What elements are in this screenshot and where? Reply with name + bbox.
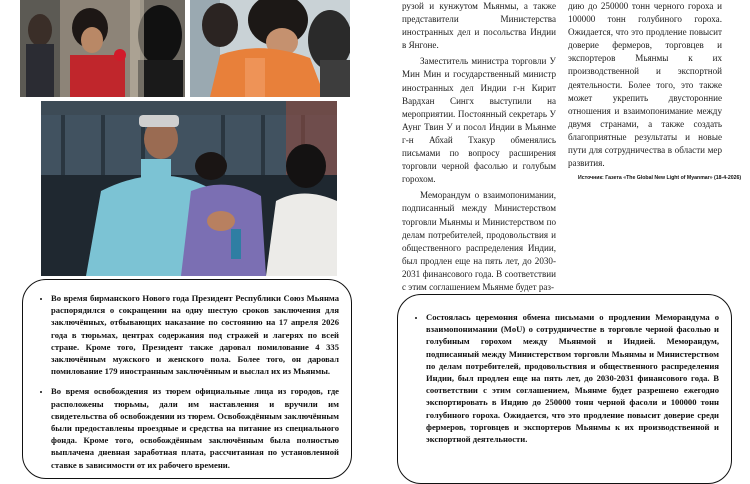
summary-box-right: [397, 294, 732, 484]
middle-paragraph-3: Меморандум о взаимопонимании, подписанный между Министерством торговли Мьянмы и Министерством по делам потребителей, продовольствия и общественного распределения Индии, был продлен еще на пять лет, до 2030-2031 финансового года. В соответствии с этим соглашением Мьянме будет раз-: [402, 190, 556, 292]
middle-paragraph-2: Заместитель министра торговли У Мин Мин и государственный министр иностранных дел Индии г-н Кирит Вардхан Сингх выступили на мероприятии. Постоянный секретарь У Аунг Твин У и посол Индии в Мьянме г-н Абхай Тхакур обменялись письмами по вопросу расширения торговли черной фасолью и голубым горохом.: [402, 56, 556, 185]
summary-box-left: [22, 279, 352, 479]
middle-paragraph-1: рузой и кунжутом Мьянмы, а также представители Министерства иностранных дел и посольства Индии в Янгоне.: [402, 1, 556, 51]
photo-mother-hug: [190, 0, 350, 97]
summary-bullet: • Состоялась церемония обмена письмами о продлении Меморандума о взаимопонимании (MoU) о сотрудничестве в торговле черной фасолью и голубиным горохом между Мьянмой и Индией. Меморандум, подписанный между Министерством торговли Мьянмы и Министерством по делам потребителей, продовольствия и общественного распределения Индии, был продлен еще на пять лет, до 2030-2031 финансового года. В соответствии с этим соглашением, Мьянме будет разрешено ежегодно экспортировать в Индию до 250000 тонн черной фасоли и 100000 тонн голубиного гороха. Ожидается, что это продление повысит доверие среди фермеров, торговцев и экспортеров Мьянмы к их производственной и экспортной деятельности.: [426, 311, 719, 445]
right-text-column: [568, 0, 722, 170]
middle-text-column: [402, 0, 556, 294]
source-note: Источник: Газета «The Global New Light of Myanmar» (18-4-2026): [578, 175, 742, 181]
summary-bullet: • Во время освобождения из тюрем официальные лица из городов, где расположены тюрьмы, дали им наставления и вручили им свидетельства об освобождении из тюрем. Освобождённым заключённым были предоставлены проездные и средства на питание из специального фонда. Кроме того, освобождённым заключённым была полностью выплачена дневная заработная плата, рассчитанная по установленной ставке в зависимости от их рабочего времени.: [51, 385, 339, 470]
summary-bullet: • Во время бирманского Нового года Президент Республики Союз Мьянма распорядился о сокращении на одну шестую сроков заключения для заключённых, отбывающих наказание по состоянию на 17 апреля 2026 года в тюрьмах, центрах содержания под стражей и лагерях по всей стране. Кроме того, Президент также даровал помилование 4 335 заключённым мужского и женского пола. Более того, он даровал помилование 179 иностранным заключённым и выслал их из Мьянмы.: [51, 292, 339, 377]
right-paragraph-1: дию до 250000 тонн черного гороха и 100000 тонн голубиного гороха. Ожидается, что это продление повысит доверие фермеров, торговцев и экспортеров Мьянмы к их производственной и экспортной деятельности. Более того, это также может укрепить двусторонние отношения и взаимопонимание между двумя странами, а также создать благоприятные результаты и новые пути для сотрудничества в области мер развития.: [568, 1, 722, 169]
photo-prison-release-gate: [41, 101, 337, 276]
summary-list-right: [410, 311, 719, 445]
photo-family-embrace: [20, 0, 185, 97]
summary-list-left: [35, 292, 339, 471]
